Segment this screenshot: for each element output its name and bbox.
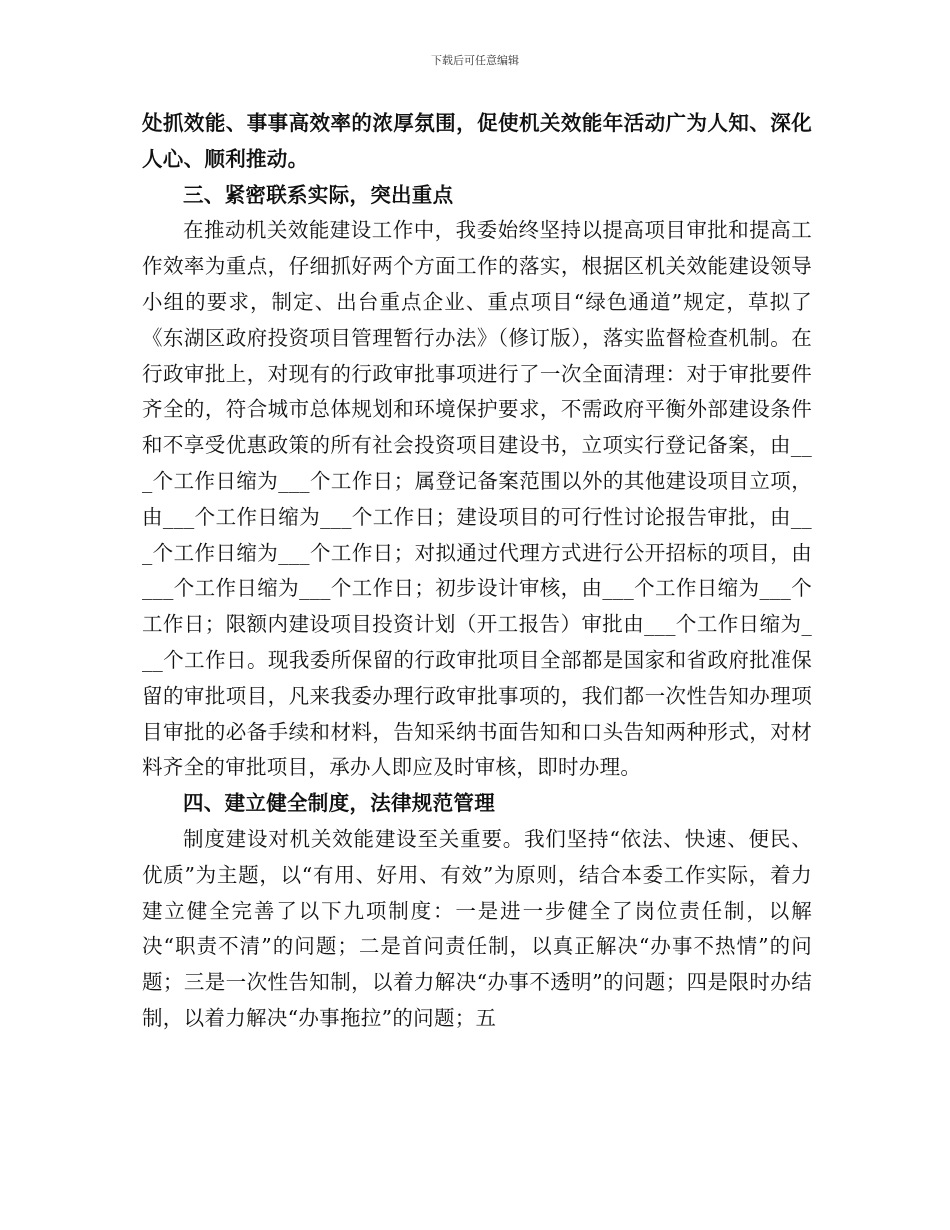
- paragraph-section-3: 在推动机关效能建设工作中，我委始终坚持以提高项目审批和提高工作效率为重点，仔细抓好两个方面工作的落实，根据区机关效能建设领导小组的要求，制定、出台重点企业、重点项目“绿色通道”规定，草拟了《东湖区政府投资项目管理暂行办法》（修订版），落实监督检查机制。在行政审批上，对现有的行政审批事项进行了一次全面清理：对于审批要件齐全的，符合城市总体规划和环境保护要求，不需政府平衡外部建设条件和不享受优惠政策的所有社会投资项目建设书，立项实行登记备案，由___个工作日缩为___个工作日；属登记备案范围以外的其他建设项目立项，由___个工作日缩为___个工作日；建设项目的可行性讨论报告审批，由___个工作日缩为___个工作日；对拟通过代理方式进行公开招标的项目，由___个工作日缩为___个工作日；初步设计审核，由___个工作日缩为___个工作日；限额内建设项目投资计划（开工报告）审批由___个工作日缩为___个工作日。现我委所保留的行政审批项目全部都是国家和省政府批准保留的审批项目，凡来我委办理行政审批事项的，我们都一次性告知办理项目审批的必备手续和材料，告知采纳书面告知和口头告知两种形式，对材料齐全的审批项目，承办人即应及时审核，即时办理。: [142, 218, 812, 780]
- document-body: [142, 106, 812, 1037]
- page-header: 下载后可任意编辑: [431, 54, 519, 67]
- section-heading-4: 四、建立健全制度，法律规范管理: [183, 791, 495, 816]
- paragraph-continuation: 处抓效能、事事高效率的浓厚氛围，促使机关效能年活动广为人知、深化人心、顺利推动。: [142, 111, 812, 171]
- section-heading-3: 三、紧密联系实际，突出重点: [183, 182, 454, 207]
- paragraph-section-4: 制度建设对机关效能建设至关重要。我们坚持“依法、快速、便民、优质”为主题，以“有用、好用、有效”为原则，结合本委工作实际，着力建立健全完善了以下九项制度：一是进一步健全了岗位责任制，以解决“职责不清”的问题；二是首问责任制，以真正解决“办事不热情”的问题；三是一次性告知制，以着力解决“办事不透明”的问题；四是限时办结制，以着力解决“办事拖拉”的问题；五: [142, 826, 812, 1030]
